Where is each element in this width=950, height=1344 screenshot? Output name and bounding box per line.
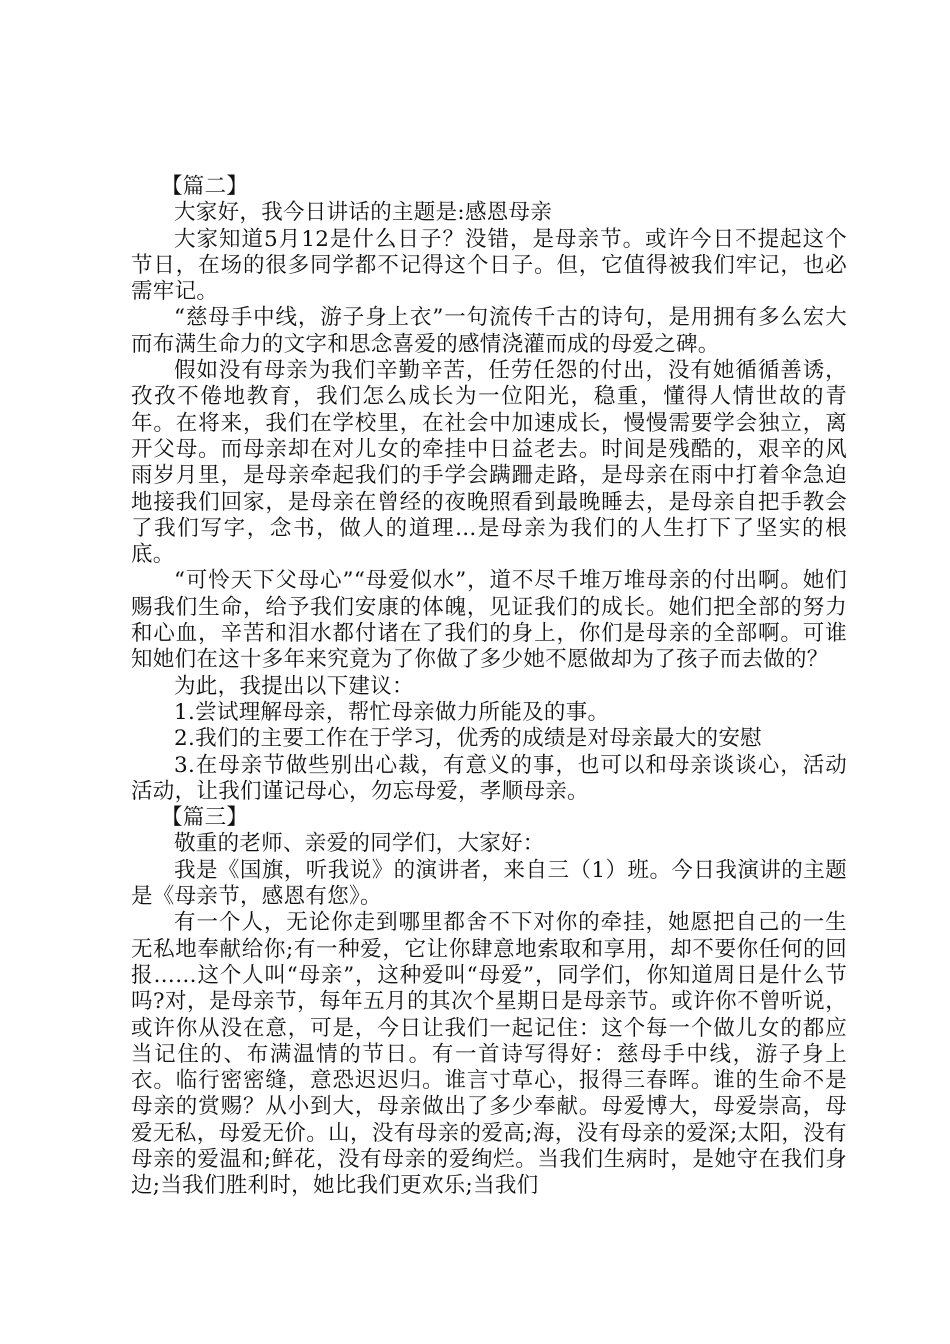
- greeting-paragraph: 大家好，我今日讲话的主题是:感恩母亲: [174, 200, 553, 226]
- body-paragraph: 大家知道5月12是什么日子？没错，是母亲节。或许今日不提起这个节日，在场的很多同学都不记得这个日子。但，它值得被我们牢记，也必需牢记。: [131, 226, 847, 305]
- document-page: [131, 174, 847, 1200]
- greeting-paragraph: 敬重的老师、亲爱的同学们，大家好：: [174, 831, 545, 857]
- section-heading-3: 【篇三】: [161, 805, 249, 831]
- body-paragraph: “慈母手中线，游子身上衣”一句流传千古的诗句，是用拥有多么宏大而布满生命力的文字和思念喜爱的感情浇灌而成的母爱之碑。: [131, 305, 847, 357]
- list-item: 3.在母亲节做些别出心裁，有意义的事，也可以和母亲谈谈心，活动活动，让我们谨记母心，勿忘母爱，孝顺母亲。: [131, 752, 847, 804]
- list-item: 2.我们的主要工作在于学习，优秀的成绩是对母亲最大的安慰: [174, 726, 762, 752]
- body-paragraph: 我是《国旗，听我说》的演讲者，来自三（1）班。今日我演讲的主题是《母亲节，感恩有您》。: [131, 857, 847, 910]
- section-heading-2: 【篇二】: [161, 174, 249, 199]
- body-paragraph: 为此，我提出以下建议：: [174, 673, 414, 699]
- list-item: 1.尝试理解母亲，帮忙母亲做力所能及的事。: [174, 699, 610, 725]
- body-paragraph: 假如没有母亲为我们辛勤辛苦，任劳任怨的付出，没有她循循善诱，孜孜不倦地教育，我们怎么成长为一位阳光，稳重，懂得人情世故的青年。在将来，我们在学校里，在社会中加速成长，慢慢需要学会独立，离开父母。而母亲却在对儿女的牵挂中日益老去。时间是残酷的，艰辛的风雨岁月里，是母亲牵起我们的手学会蹒跚走路，是母亲在雨中打着伞急迫地接我们回家，是母亲在曾经的夜晚照看到最晚睡去，是母亲自把手教会了我们写字，念书，做人的道理...是母亲为我们的人生打下了坚实的根底。: [131, 358, 847, 568]
- body-paragraph: “可怜天下父母心”“母爱似水”，道不尽千堆万堆母亲的付出啊。她们赐我们生命，给予我们安康的体魄，见证我们的成长。她们把全部的努力和心血，辛苦和泪水都付诸在了我们的身上，你们是母亲的全部啊。可谁知她们在这十多年来究竟为了你做了多少她不愿做却为了孩子而去做的？: [131, 568, 847, 673]
- body-paragraph: 有一个人，无论你走到哪里都舍不下对你的牵挂，她愿把自己的一生无私地奉献给你;有一种爱，它让你肆意地索取和享用，却不要你任何的回报……这个人叫“母亲”，这种爱叫“母爱”，同学们，你知道周日是什么节吗?对，是母亲节，每年五月的其次个星期日是母亲节。或许你不曾听说，或许你从没在意，可是，今日让我们一起记住：这个每一个做儿女的都应当记住的、布满温情的节日。有一首诗写得好：慈母手中线，游子身上衣。临行密密缝，意恐迟迟归。谁言寸草心，报得三春晖。谁的生命不是母亲的赏赐？从小到大，母亲做出了多少奉献。母爱博大，母爱崇高，母爱无私，母爱无价。山，没有母亲的爱高;海，没有母亲的爱深;太阳，没有母亲的爱温和;鲜花，没有母亲的爱绚烂。当我们生病时，是她守在我们身边;当我们胜利时，她比我们更欢乐;当我们: [131, 910, 847, 1199]
